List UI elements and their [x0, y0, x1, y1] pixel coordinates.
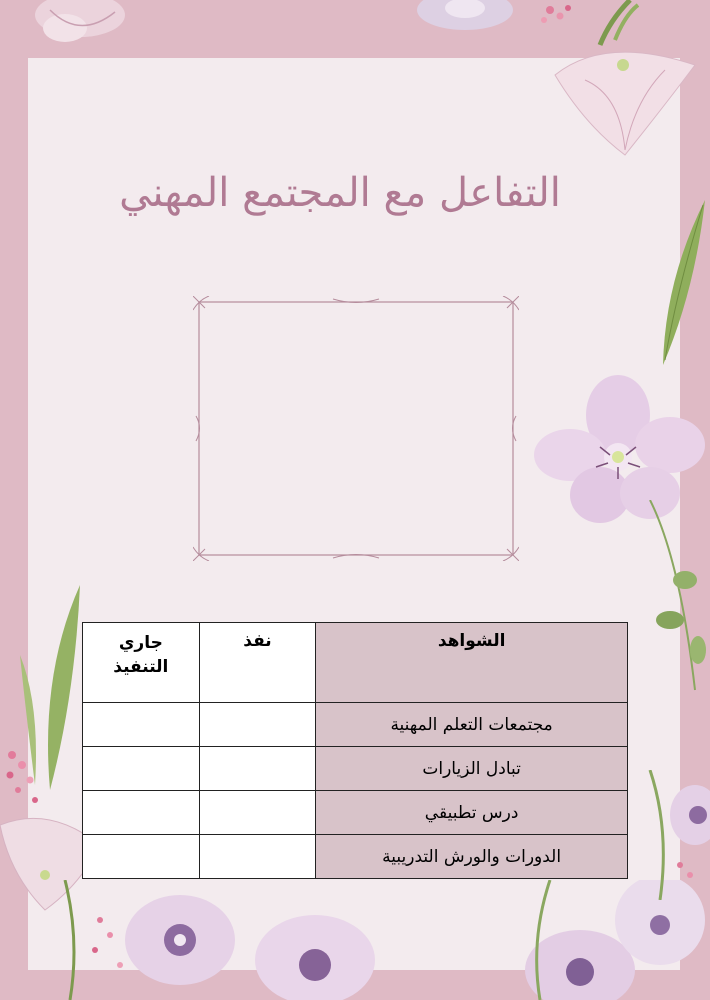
- done-cell[interactable]: [199, 791, 316, 835]
- table-row: [83, 791, 628, 835]
- in-progress-cell[interactable]: [83, 703, 200, 747]
- table-row: [83, 747, 628, 791]
- evidence-cell: تبادل الزيارات: [316, 747, 628, 791]
- done-cell[interactable]: [199, 835, 316, 879]
- header-in-progress: [83, 623, 200, 703]
- in-progress-cell[interactable]: [83, 835, 200, 879]
- header-done: نفذ: [199, 623, 316, 703]
- page-title: التفاعل مع المجتمع المهني: [119, 170, 561, 216]
- header-in-progress-line1: جاري: [118, 633, 163, 653]
- evidence-cell: الدورات والورش التدريبية: [316, 835, 628, 879]
- evidence-cell: درس تطبيقي: [316, 791, 628, 835]
- ornamental-photo-frame: [193, 296, 519, 561]
- done-cell[interactable]: [199, 703, 316, 747]
- header-evidence: الشواهد: [316, 623, 628, 703]
- evidence-table: [82, 622, 628, 879]
- table-row: [83, 835, 628, 879]
- table-row: [83, 703, 628, 747]
- done-cell[interactable]: [199, 747, 316, 791]
- evidence-cell: مجتمعات التعلم المهنية: [316, 703, 628, 747]
- in-progress-cell[interactable]: [83, 747, 200, 791]
- in-progress-cell[interactable]: [83, 791, 200, 835]
- header-in-progress-line2: التنفيذ: [113, 657, 169, 677]
- table-header-row: [83, 623, 628, 703]
